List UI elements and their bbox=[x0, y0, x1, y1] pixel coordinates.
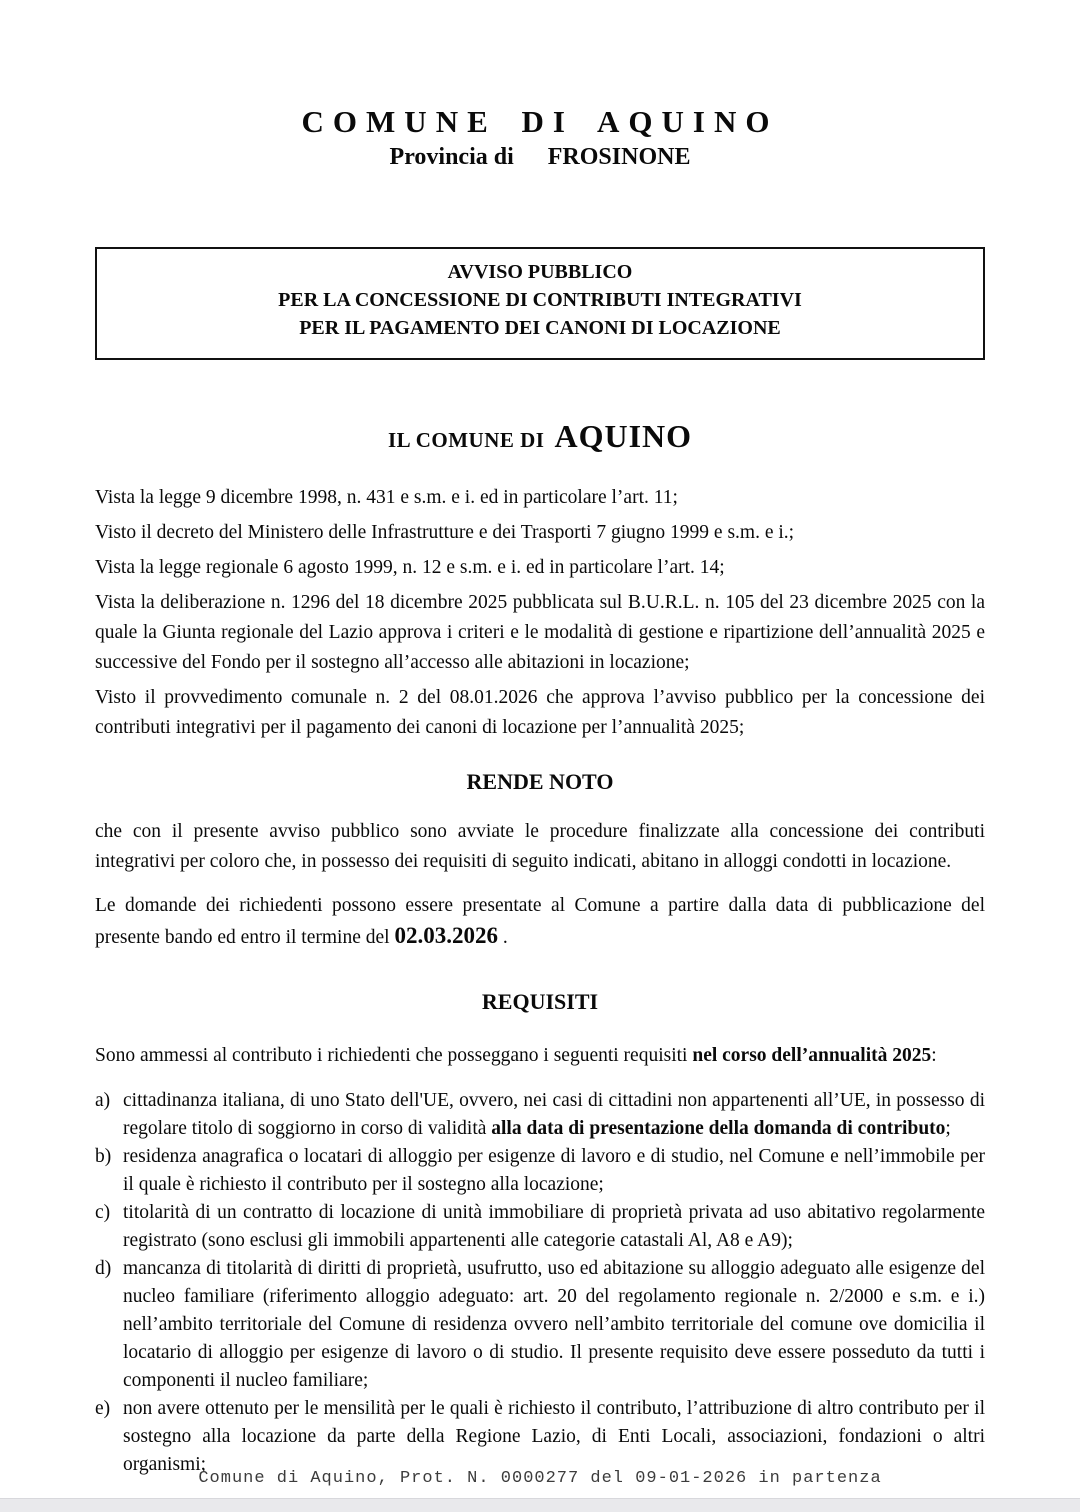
requirement-text-end: ; bbox=[945, 1118, 951, 1139]
public-notice-box bbox=[95, 247, 985, 360]
premise-paragraph: Vista la legge regionale 6 agosto 1999, n. 12 e s.m. e i. ed in particolare l’art. 14; bbox=[95, 557, 725, 578]
requirement-text: residenza anagrafica o locatari di alloggio per esigenze di lavoro e di studio, nel Comune e nell’immobile per il quale è richiesto il contributo per il sostegno alla locazione; bbox=[123, 1146, 985, 1195]
deadline-sentence-end: . bbox=[497, 927, 508, 948]
subject-line bbox=[95, 418, 985, 455]
scan-edge-strip bbox=[0, 1498, 1080, 1512]
requirement-item-c bbox=[95, 1199, 985, 1255]
requirement-label: a) bbox=[95, 1090, 111, 1111]
premise-paragraph: Visto il provvedimento comunale n. 2 del 08.01.2026 che approva l’avviso pubblico per la concessione dei contributi integrativi per il pagamento dei canoni di locazione per l’annualità 2025; bbox=[95, 687, 985, 738]
requirement-text bbox=[123, 1087, 985, 1143]
requirement-text: titolarità di un contratto di locazione di unità immobiliare di proprietà privata ad uso abitativo regolarmente registrato (sono esclusi gli immobili appartenenti alle categorie catastali Al, A8 e A9); bbox=[123, 1202, 985, 1251]
rende-noto-paragraph-2 bbox=[95, 891, 985, 953]
subject-prefix: IL COMUNE DI bbox=[387, 428, 545, 452]
requirement-label: d) bbox=[95, 1258, 112, 1279]
requirement-item-a bbox=[95, 1087, 985, 1143]
requirement-text-start: cittadinanza italiana, di uno Stato dell'UE, ovvero, nei casi di cittadini non appartenenti all’UE, in possesso di regolare titolo di soggiorno in corso di validità bbox=[123, 1090, 985, 1139]
premise-paragraph: Vista la deliberazione n. 1296 del 18 dicembre 2025 pubblicata sul B.U.R.L. n. 105 del 23 dicembre 2025 con la quale la Giunta regionale del Lazio approva i criteri e le modalità di gestione e ripartizione dell’annualità 2025 e successive del Fondo per il sostegno all’accesso alle abitazioni in locazione; bbox=[95, 592, 985, 673]
premise-paragraph: Vista la legge 9 dicembre 1998, n. 431 e s.m. e i. ed in particolare l’art. 11; bbox=[95, 487, 678, 508]
protocol-footer: Comune di Aquino, Prot. N. 0000277 del 09-01-2026 in partenza bbox=[198, 1469, 882, 1488]
requirement-item-b bbox=[95, 1143, 985, 1199]
requisiti-intro bbox=[95, 1041, 985, 1071]
notice-line-1: AVVISO PUBBLICO bbox=[447, 261, 633, 283]
notice-line-2: PER LA CONCESSIONE DI CONTRIBUTI INTEGRATIVI bbox=[278, 289, 802, 311]
requirement-label: c) bbox=[95, 1202, 111, 1223]
requirement-text-bold: alla data di presentazione della domanda di contributo bbox=[491, 1118, 946, 1139]
premises-section bbox=[95, 483, 985, 743]
rende-noto-heading: RENDE NOTO bbox=[466, 769, 614, 794]
notice-line-3: PER IL PAGAMENTO DEI CANONI DI LOCAZIONE bbox=[299, 317, 781, 339]
municipality-title: COMUNE DI AQUINO bbox=[301, 104, 779, 139]
requirement-item-e bbox=[95, 1395, 985, 1479]
requirements-list bbox=[95, 1087, 985, 1479]
rende-noto-paragraph-1: che con il presente avviso pubblico sono avviate le procedure finalizzate alla concessione dei contributi integrativi per coloro che, in possesso dei requisiti di seguito indicati, abitano in alloggi condotti in locazione. bbox=[95, 821, 985, 872]
requirement-label: b) bbox=[95, 1146, 112, 1167]
deadline-date: 02.03.2026 bbox=[394, 923, 498, 948]
province-name: FROSINONE bbox=[547, 144, 691, 170]
document-content bbox=[0, 104, 1080, 1479]
premise-paragraph: Visto il decreto del Ministero delle Infrastrutture e dei Trasporti 7 giugno 1999 e s.m. e i.; bbox=[95, 522, 795, 543]
requisiti-intro-start: Sono ammessi al contributo i richiedenti che posseggano i seguenti requisiti bbox=[95, 1045, 693, 1066]
requirement-item-d bbox=[95, 1255, 985, 1395]
deadline-sentence-start: Le domande dei richiedenti possono essere presentate al Comune a partire dalla data di pubblicazione del presente bando ed entro il termine del bbox=[95, 895, 985, 948]
province-line bbox=[95, 144, 985, 171]
requisiti-intro-bold: nel corso dell’annualità 2025 bbox=[692, 1045, 932, 1066]
subject-name: AQUINO bbox=[554, 418, 693, 454]
province-prefix: Provincia di bbox=[389, 144, 514, 170]
requirement-text: non avere ottenuto per le mensilità per le quali è richiesto il contributo, l’attribuzione di altro contributo per il sostegno alla locazione da parte della Regione Lazio, di Enti Locali, associazioni, fondazioni o altri organismi; bbox=[123, 1398, 985, 1475]
requirement-label: e) bbox=[95, 1398, 111, 1419]
requirement-text: mancanza di titolarità di diritti di proprietà, usufrutto, uso ed abitazione su alloggio adeguato alle esigenze del nucleo familiare (riferimento alloggio adeguato: art. 20 del regolamento regionale n. 2/2000 e s.m. e i.) nell’ambito territoriale del Comune di residenza ovvero nell’ambito territoriale del comune ove domicilia il locatario di alloggio per esigenze di lavoro o di studio. Il presente requisito deve essere posseduto da tutti i componenti il nucleo familiare; bbox=[123, 1258, 985, 1391]
requisiti-intro-end: : bbox=[931, 1045, 937, 1066]
requisiti-heading: REQUISITI bbox=[481, 989, 599, 1014]
